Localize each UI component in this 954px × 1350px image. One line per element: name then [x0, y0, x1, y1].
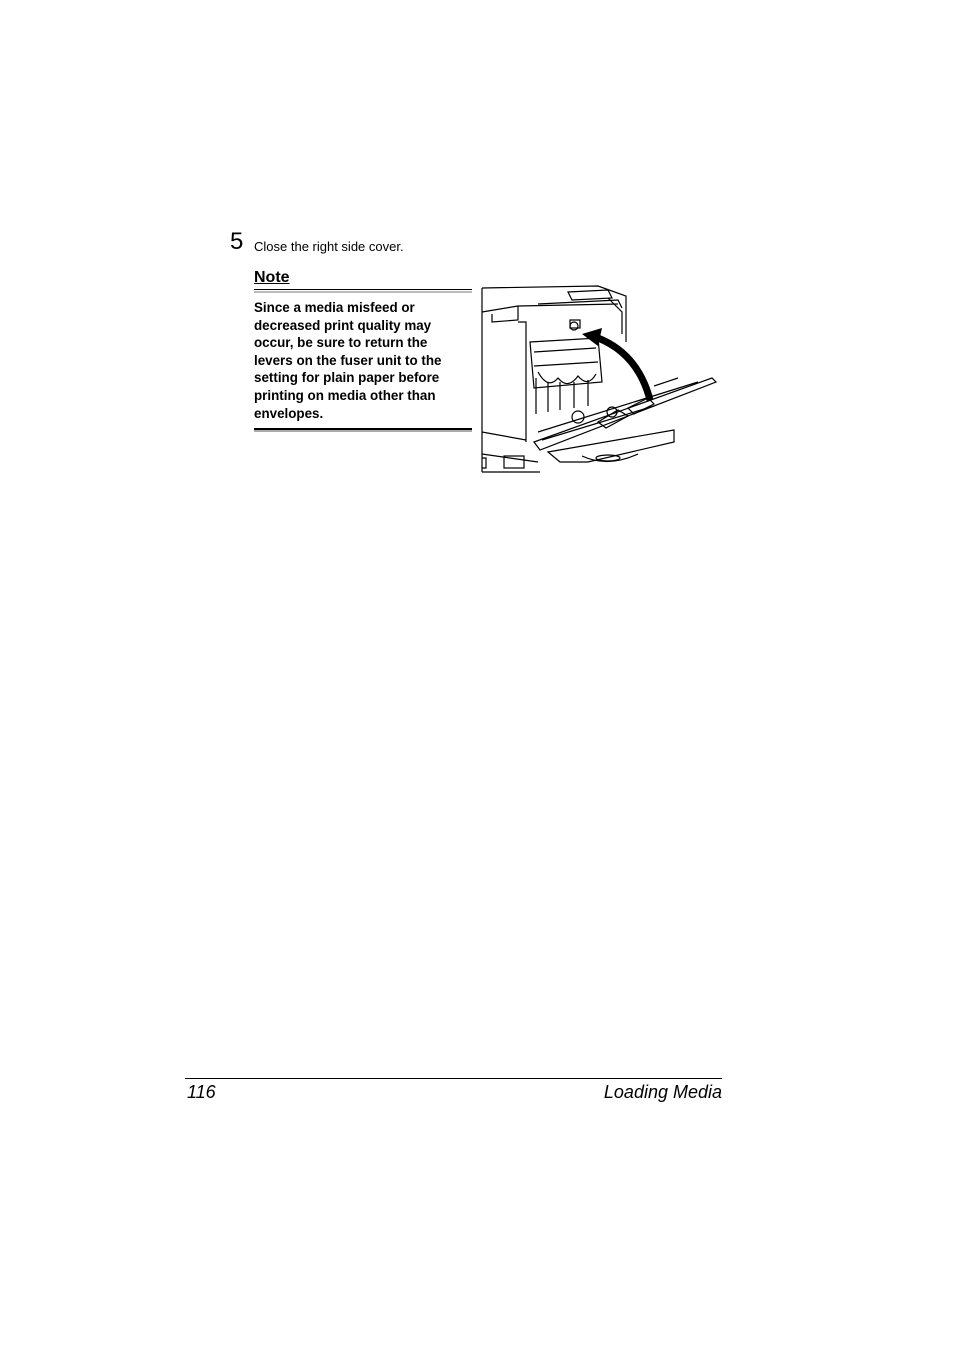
- footer-rule: [185, 1078, 722, 1079]
- page-number: 116: [187, 1082, 216, 1102]
- note-box: [254, 268, 472, 432]
- note-bottom-rule: [254, 428, 472, 432]
- step-number: 5: [230, 228, 244, 255]
- note-title: Note: [254, 269, 290, 286]
- step-instruction: Close the right side cover.: [254, 239, 404, 254]
- note-body: Since a media misfeed or decreased print quality may occur, be sure to return the levers on the fuser unit to the setting for plain paper before printing on media other than envelopes.: [254, 300, 442, 421]
- note-top-rule: [254, 289, 472, 293]
- section-title: Loading Media: [603, 1082, 722, 1102]
- printer-illustration: [478, 282, 720, 476]
